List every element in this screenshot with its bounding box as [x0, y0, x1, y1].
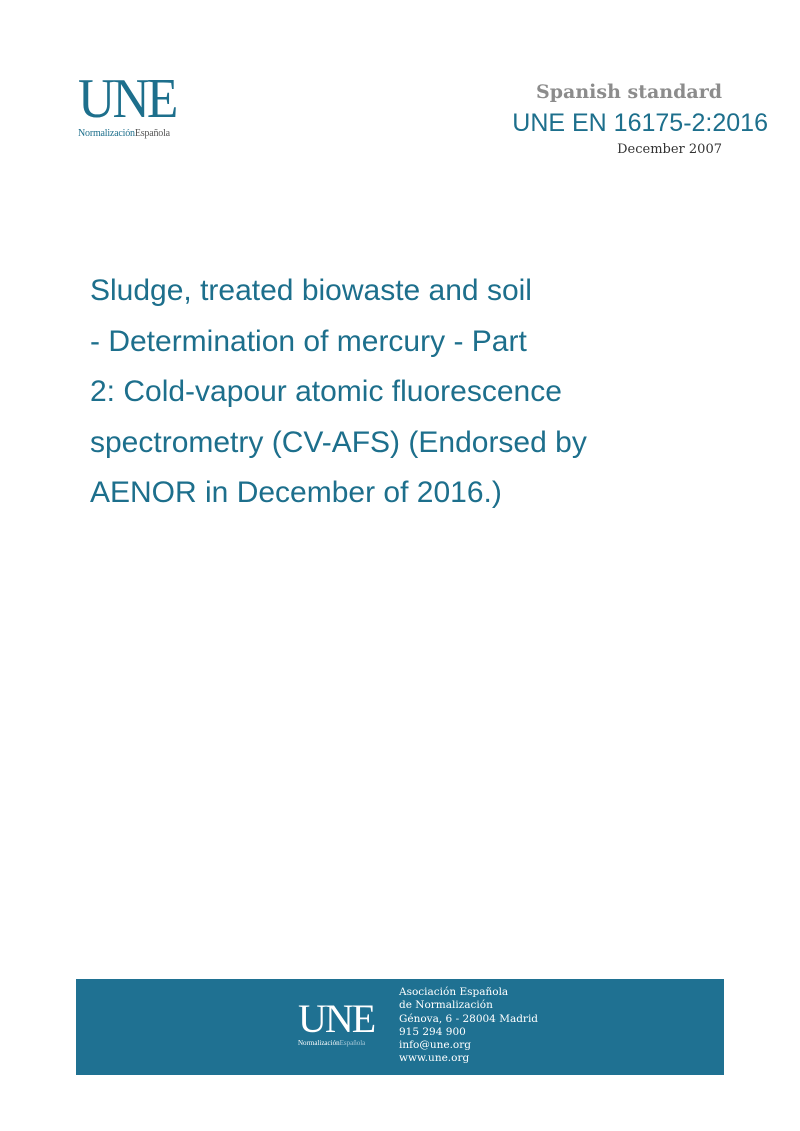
standard-type: Spanish standard	[536, 81, 722, 103]
email-line: info@une.org	[399, 1039, 471, 1052]
org-name-line: de Normalización	[399, 999, 493, 1012]
address-line: Génova, 6 - 28004 Madrid	[399, 1012, 539, 1025]
title-line: 2: Cold-vapour atomic fluorescence	[90, 375, 562, 408]
title-line: AENOR in December of 2016.)	[90, 476, 502, 509]
standard-code: UNE EN 16175-2:2016	[512, 109, 768, 137]
logo-mark: UNE	[78, 68, 176, 130]
title-line: Sludge, treated biowaste and soil	[90, 274, 532, 307]
title-line: spectrometry (CV-AFS) (Endorsed by	[90, 425, 587, 459]
title-line: - Determination of mercury - Part	[90, 324, 527, 358]
footer-logo	[298, 996, 375, 1047]
footer-logo-subtitle	[298, 1039, 374, 1047]
footer-logo-sub-normalizacion: Normalización	[298, 1039, 340, 1047]
footer-logo-mark: UNE	[298, 996, 375, 1041]
une-logo	[78, 68, 218, 139]
standard-header	[512, 80, 768, 157]
contact-info	[399, 986, 538, 1066]
footer-banner	[76, 979, 724, 1075]
standard-date: December 2007	[617, 142, 722, 157]
website-line: www.une.org	[399, 1052, 470, 1065]
document-title	[90, 266, 650, 519]
org-name-line: Asociación Española	[399, 986, 509, 998]
logo-sub-normalizacion: Normalización	[78, 128, 135, 139]
phone-line: 915 294 900	[399, 1025, 466, 1038]
logo-sub-espanola: Española	[134, 128, 170, 139]
footer-logo-sub-espanola: Española	[339, 1039, 366, 1047]
